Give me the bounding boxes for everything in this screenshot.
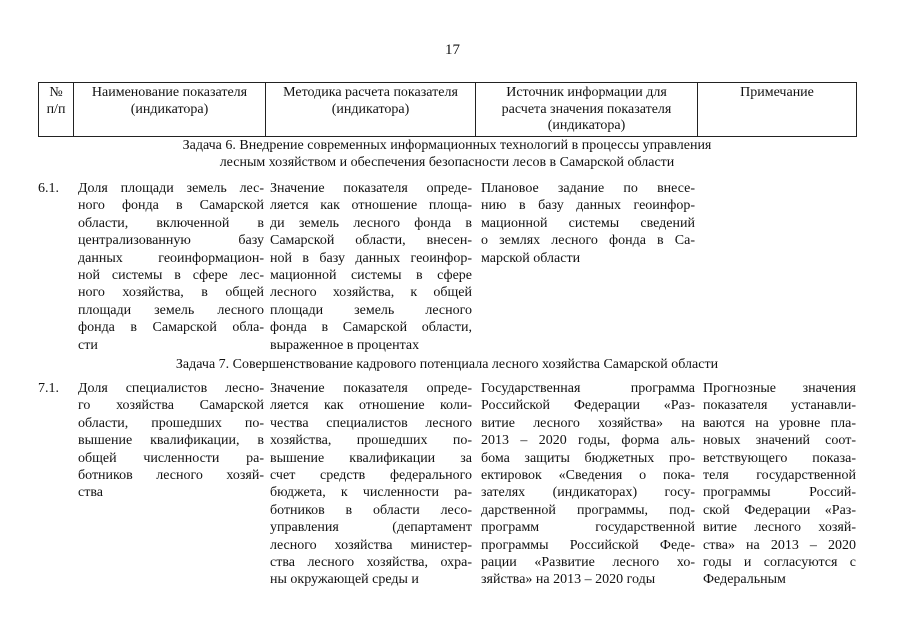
- header-name-line: Наименование показателя: [91, 85, 248, 100]
- text-line: ди земель лесного фонда в: [270, 215, 472, 231]
- task-6-title: [38, 138, 856, 171]
- header-method-line: Методика расчета показателя: [283, 85, 458, 100]
- text-line: данных геоинформацион-: [78, 250, 264, 266]
- text-line: Плановое задание по внесе-: [481, 181, 695, 196]
- header-source-line: (индикатора): [547, 118, 626, 133]
- text-line: площади земель лесного: [270, 302, 472, 318]
- text-line: нию в базу данных геоинфор-: [481, 198, 695, 214]
- text-line: витие лесного хозяйства» на: [481, 415, 695, 431]
- task-7-title: Задача 7. Совершенствование кадрового потенциала лесного хозяйства Самарской области: [175, 357, 719, 372]
- text-line: теля государственной: [703, 468, 856, 484]
- text-line: ветствующего показа-: [703, 450, 856, 466]
- text-line: ства» на 2013 – 2020: [703, 537, 856, 553]
- text-line: ляется как отношение площа-: [270, 198, 472, 214]
- text-line: зяйства» на 2013 – 2020 годы: [481, 572, 656, 588]
- text-line: области, включенной в: [78, 215, 264, 231]
- text-line: рации «Развитие лесного хо-: [481, 555, 695, 571]
- information-source: [481, 380, 695, 589]
- text-line: Российской Федерации «Раз-: [481, 398, 695, 414]
- table-header-row: [39, 83, 857, 137]
- text-line: вышение квалификации за: [270, 450, 472, 466]
- task-title-line: лесным хозяйством и обеспечения безопасности лесов в Самарской области: [219, 154, 675, 170]
- text-line: ляется как отношение коли-: [270, 398, 472, 414]
- header-source: [476, 83, 698, 137]
- header-name: [74, 83, 266, 137]
- text-line: ной в базу данных геоинфор-: [270, 250, 472, 266]
- text-line: ны окружающей среды и: [270, 572, 419, 588]
- text-line: программ государственной: [481, 520, 695, 536]
- header-name-line: (индикатора): [130, 101, 209, 117]
- text-line: выраженное в процентах: [270, 337, 420, 353]
- text-line: общей численности ра-: [78, 450, 264, 466]
- text-line: бюджета, к численности ра-: [270, 485, 472, 501]
- calculation-method: [270, 380, 472, 589]
- text-line: управления (департамент: [270, 520, 472, 536]
- text-line: централизованную базу: [78, 233, 264, 249]
- row-number: 7.1.: [38, 381, 59, 396]
- header-source-line: Источник информации для: [506, 85, 667, 100]
- text-line: го хозяйства Самарской: [78, 398, 264, 414]
- text-line: ботников в области лесо-: [270, 502, 472, 518]
- text-line: марской области: [481, 250, 581, 266]
- indicator-name: [78, 180, 264, 354]
- text-line: Самарской области, внесен-: [270, 233, 472, 249]
- note: [703, 380, 856, 589]
- row-number: 6.1.: [38, 181, 59, 196]
- text-line: площади земель лесного: [78, 302, 264, 318]
- calculation-method: [270, 180, 472, 354]
- page-number: 17: [445, 42, 460, 58]
- text-line: Прогнозные значения: [703, 381, 856, 396]
- text-line: 2013 – 2020 годы, форма аль-: [481, 433, 695, 449]
- text-line: программы Российской Феде-: [481, 537, 695, 553]
- text-line: ной системы в сфере лес-: [78, 268, 264, 284]
- text-line: фонда в Самарской области,: [270, 320, 472, 336]
- text-line: счет средств федерального: [270, 468, 472, 484]
- text-line: ской Федерации «Раз-: [703, 502, 856, 518]
- header-note: [698, 83, 857, 137]
- text-line: ного хозяйства, в общей: [78, 285, 264, 301]
- text-line: чества специалистов лесного: [270, 415, 472, 431]
- text-line: мационной системы в сфере: [270, 268, 472, 284]
- text-line: бома защиты бюджетных про-: [481, 450, 695, 466]
- header-note-line: Примечание: [740, 85, 814, 100]
- text-line: Государственная программа: [481, 381, 695, 396]
- information-source: [481, 180, 695, 267]
- header-source-line: расчета значения показателя: [501, 101, 672, 117]
- text-line: фонда в Самарской обла-: [78, 320, 264, 336]
- text-line: дарственной программы, под-: [481, 502, 695, 518]
- text-line: мационной системы сведений: [481, 215, 695, 231]
- text-line: ваются на уровне пла-: [703, 415, 856, 431]
- text-line: о землях лесного фонда в Са-: [481, 233, 695, 249]
- text-line: вышение квалификации, в: [78, 433, 264, 449]
- text-line: программы Россий-: [703, 485, 856, 501]
- text-line: новых значений соот-: [703, 433, 856, 449]
- text-line: сти: [78, 337, 98, 353]
- header-num: [39, 83, 74, 137]
- text-line: зателях (индикаторах) госу-: [481, 485, 695, 501]
- header-method-line: (индикатора): [331, 101, 410, 117]
- text-line: ботников лесного хозяй-: [78, 468, 264, 484]
- text-line: ства лесного хозяйства, охра-: [270, 555, 472, 571]
- text-line: Доля специалистов лесно-: [78, 381, 264, 396]
- header-method: [266, 83, 476, 137]
- text-line: лесного хозяйства министер-: [270, 537, 472, 553]
- text-line: Федеральным: [703, 572, 786, 588]
- text-line: Значение показателя опреде-: [270, 381, 472, 396]
- text-line: ного фонда в Самарской: [78, 198, 264, 214]
- text-line: годы и согласуются с: [703, 555, 856, 571]
- text-line: Значение показателя опреде-: [270, 181, 472, 196]
- text-line: показателя устанавли-: [703, 398, 856, 414]
- text-line: области, прошедших по-: [78, 415, 264, 431]
- header-num-line: п/п: [46, 101, 66, 117]
- indicator-name: [78, 380, 264, 502]
- text-line: ектировок «Сведения о пока-: [481, 468, 695, 484]
- text-line: Доля площади земель лес-: [78, 181, 264, 196]
- header-num-line: №: [49, 85, 63, 100]
- indicator-table-header: [38, 82, 857, 137]
- text-line: витие лесного хозяй-: [703, 520, 856, 536]
- task-title-line: Задача 6. Внедрение современных информационных технологий в процессы управления: [182, 138, 712, 153]
- text-line: лесного хозяйства, к общей: [270, 285, 472, 301]
- text-line: хозяйства, прошедших по-: [270, 433, 472, 449]
- text-line: ства: [78, 485, 103, 501]
